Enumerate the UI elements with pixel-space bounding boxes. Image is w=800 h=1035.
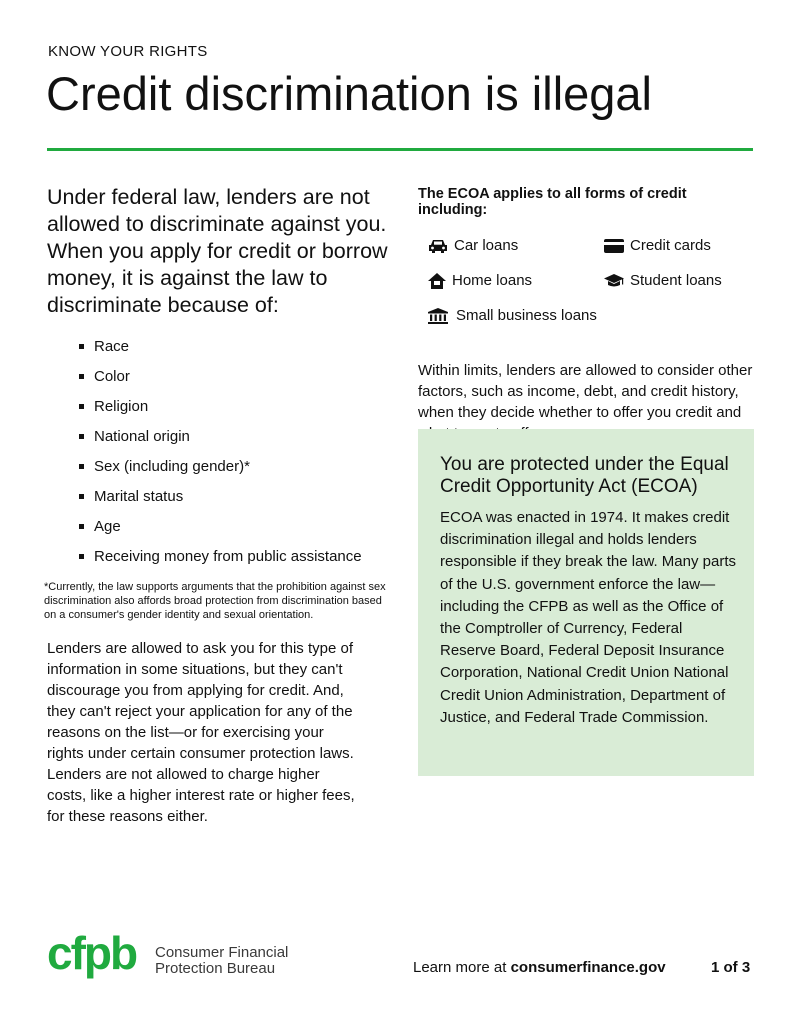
protection-box-title: You are protected under the Equal Credit Opportunity Act (ECOA) (440, 454, 729, 497)
svg-text:cfpb: cfpb (47, 933, 137, 979)
cfpb-logo (47, 933, 145, 985)
bullet-icon (79, 404, 84, 409)
body-paragraph: Lenders are allowed to ask you for this type of information in some situations, but they can't discourage you from applying for credit. And, they can't reject your application for any of the reasons on the list—or for exercising your rights under certain consumer protection laws. Lenders are not allowed to charge higher costs, like a higher interest rate or higher fees, for these reasons either. (47, 640, 355, 825)
page-number: 1 of 3 (711, 959, 751, 976)
protection-box-body: ECOA was enacted in 1974. It makes credit discrimination illegal and holds lenders responsible if they break the law. Many parts of the U.S. government enforce the law—including the CFPB as well as the Office of the Comptroller of Currency, Federal Reserve Board, Federal Deposit Insurance Corporation, National Credit Union National Credit Union Administration, Department of Justice, and Federal Trade Commission. (440, 509, 736, 726)
credit-type-student-loans: Student loans (604, 272, 722, 289)
list-item: Color (79, 362, 392, 392)
within-limits-paragraph: Within limits, lenders are allowed to consider other factors, such as income, debt, and credit history, when they decide whether to offer you credit and (418, 362, 753, 421)
bullet-icon (79, 524, 84, 529)
footnote: *Currently, the law supports arguments that the prohibition against sex discrimination also affords broad protection from discrimination based on a consumer's gender identity and sexual orientation. (44, 581, 386, 621)
applies-heading: The ECOA applies to all forms of credit including: (418, 186, 687, 218)
list-item: National origin (79, 422, 392, 452)
intro-paragraph: Under federal law, lenders are not allowed to discriminate against you. When you apply for credit or borrow money, it is against the law to discriminate because of: (47, 185, 388, 317)
bullet-icon (79, 344, 84, 349)
eyebrow-label: KNOW YOUR RIGHTS (48, 43, 208, 60)
bank-building-icon (428, 308, 448, 324)
learn-more-text: Learn more at consumerfinance.gov (413, 959, 666, 976)
car-icon (428, 238, 448, 254)
bullet-icon (79, 374, 84, 379)
protected-classes-list (47, 332, 392, 572)
credit-type-car-loans: Car loans (428, 237, 518, 254)
org-name: Consumer Financial Protection Bureau (155, 944, 289, 977)
credit-type-credit-cards: Credit cards (604, 237, 711, 254)
list-item: Race (79, 332, 392, 362)
page-title: Credit discrimination is illegal (46, 67, 652, 120)
list-item: Religion (79, 392, 392, 422)
credit-type-small-business-loans: Small business loans (428, 307, 597, 324)
credit-type-home-loans: Home loans (428, 272, 532, 289)
learn-more-link[interactable]: consumerfinance.gov (510, 959, 666, 976)
list-item: Receiving money from public assistance (79, 542, 392, 572)
bullet-icon (79, 434, 84, 439)
credit-card-icon (604, 239, 624, 253)
list-item: Marital status (79, 482, 392, 512)
home-icon (428, 273, 446, 289)
left-column (44, 184, 392, 827)
ecoa-protection-box (418, 429, 754, 776)
bullet-icon (79, 494, 84, 499)
graduation-cap-icon (604, 273, 624, 289)
credit-types-grid (418, 231, 758, 336)
list-item: Sex (including gender)* (79, 452, 392, 482)
title-divider (47, 148, 753, 151)
right-column (418, 186, 758, 444)
bullet-icon (79, 554, 84, 559)
list-item: Age (79, 512, 392, 542)
bullet-icon (79, 464, 84, 469)
